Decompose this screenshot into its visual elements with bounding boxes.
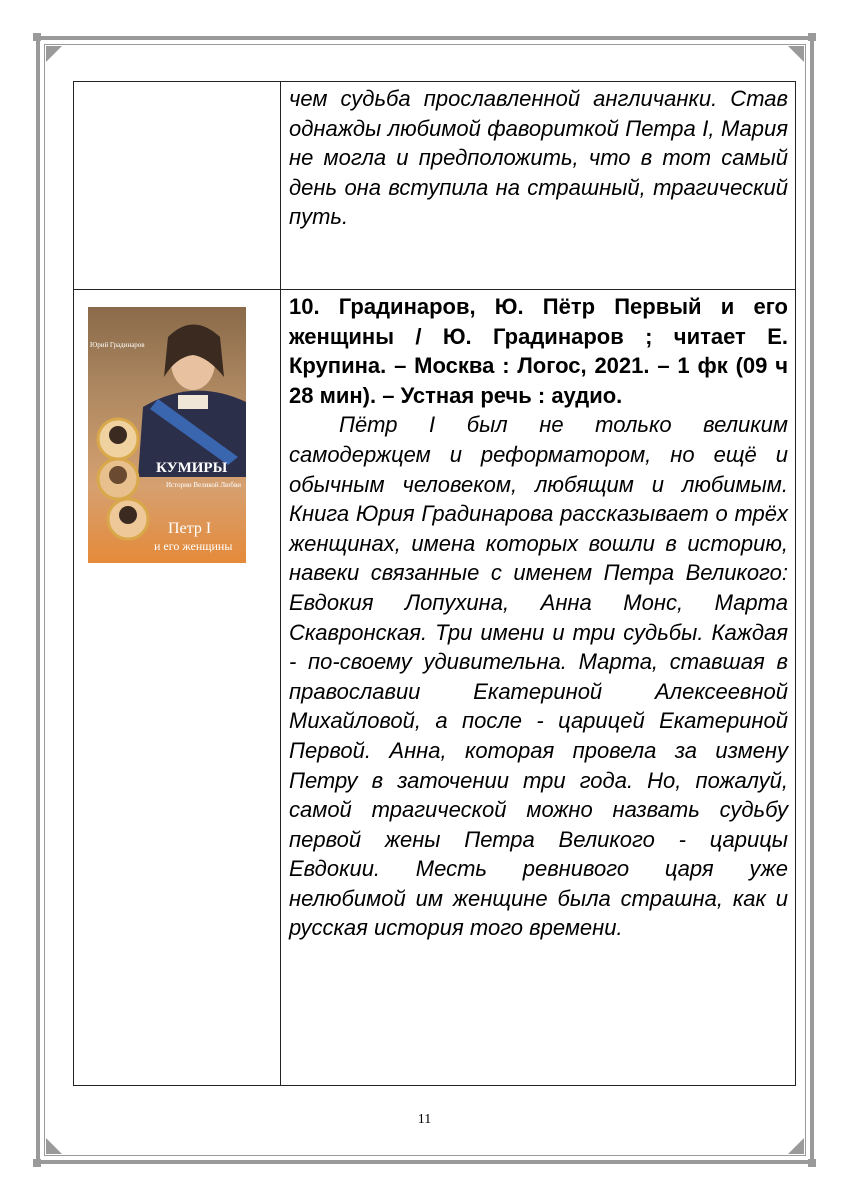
corner-ornament-icon [788,46,804,62]
corner-ornament-icon [46,46,62,62]
table-column-divider [280,82,281,1085]
bibliography-table [73,81,796,1086]
continued-annotation: чем судьба прославленной англичанки. Став однажды любимой фавориткой Петра I, Мария не могла и предположить, что в тот самый день она вступила на страшный, трагический путь. [289,86,788,230]
entry-heading: 10. Градинаров, Ю. Пётр Первый и его женщины / Ю. Градинаров ; читает Е. Крупина. – Москва : Логос, 2021. – 1 фк (09 ч 28 мин). – Устная речь : аудио. [289,294,788,408]
cover-author: Юрий Градинаров [90,341,145,349]
cover-series-subtitle: Истории Великой Любви [166,481,242,489]
book-cover [88,307,246,563]
cover-series: КУМИРЫ [156,460,228,476]
table-row-divider [74,289,795,290]
page-number: 11 [417,1112,432,1127]
corner-ornament-icon [788,1138,804,1154]
bibliography-entry [289,292,788,943]
cover-title-line1: Петр I [168,520,212,537]
cover-title-line2: и его женщины [154,539,233,553]
entry-annotation: Пётр I был не только великим самодержцем и реформатором, но ещё и обычным человеком, любящим и любимым. Книга Юрия Градинарова рассказывает о трёх женщинах, имена которых вошли в историю, навеки связанные с именем Петра Великого: Евдокия Лопухина, Анна Монс, Марта Скавронская. Три имени и три судьбы. Каждая - по-своему удивительна. Марта, ставшая в православии Екатериной Алексеевной Михайловой, а после - царицей Екатериной Первой. Анна, которая провела за измену Петру в заточении три года. Но, пожалуй, самой трагической можно назвать судьбу первой жены Петра Великого - царицы Евдокии. Месть ревнивого царя уже нелюбимой им женщине была страшна, как и русская история того времени. [289,412,788,941]
corner-ornament-icon [46,1138,62,1154]
